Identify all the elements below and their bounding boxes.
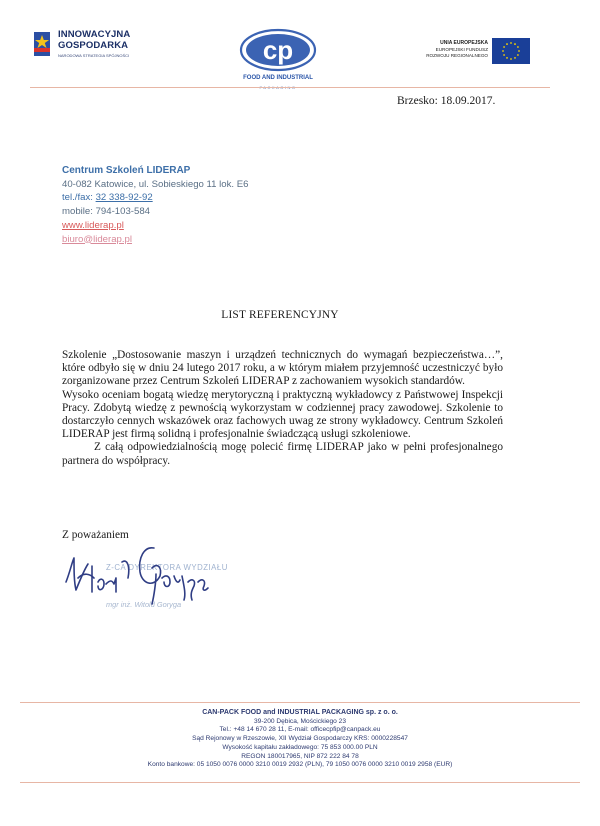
stamp-title: Z-CA DYREKTORA WYDZIAŁU xyxy=(106,563,228,572)
innowacyjna-gospodarka-logo xyxy=(30,28,190,64)
eu-star-icon xyxy=(506,57,508,59)
website-link[interactable]: www.liderap.pl xyxy=(62,219,124,231)
footer-address: 39-200 Dębica, Mościckiego 23 xyxy=(254,717,346,725)
letter-body xyxy=(62,349,503,468)
eu-star-icon xyxy=(517,46,519,48)
letter-date: Brzesko: 18.09.2017. xyxy=(397,95,496,107)
svg-text:cp: cp xyxy=(262,35,294,65)
cp-subtitle: FOOD AND INDUSTRIAL xyxy=(243,75,313,81)
eu-star-icon xyxy=(503,46,505,48)
stamp-name: mgr inż. Witold Goryga xyxy=(106,600,182,609)
company-footer xyxy=(40,709,560,770)
eu-star-icon xyxy=(503,54,505,56)
eu-star-icon xyxy=(517,54,519,56)
recipient-org: Centrum Szkoleń LIDERAP xyxy=(62,165,191,176)
ig-title: INNOWACYJNA GOSPODARKA xyxy=(58,29,131,51)
eu-star-icon xyxy=(518,50,520,52)
letter-title: LIST REFERENCYJNY xyxy=(221,309,339,321)
footer-divider xyxy=(20,702,580,703)
recipient-mobile: mobile: 794-103-584 xyxy=(62,206,151,218)
body-paragraph-1: Szkolenie „Dostosowanie maszyn i urządzeń technicznych do wymagań bezpieczeństwa…”, które odbyło się w dniu 24 lutego 2017 roku, a w którym miałem przyjemność uczestniczyć było zorganizowane przez Centrum Szkoleń LIDERAP z zachowaniem wysokich standardów. xyxy=(62,349,503,388)
eu-star-icon xyxy=(502,50,504,52)
body-paragraph-2: Wysoko oceniam bogatą wiedzę merytoryczną i praktyczną wykładowcy z Państwowej Inspekcji Pracy. Zdobytą wiedzę z pewnością wykorzystam w codziennej pracy zawodowej. Szkolenie to dostarczyło cennych wskazówek oraz fachowych uwag ze strony wykładowcy. Centrum Szkoleń LIDERAP jest firmą solidną i profesjonalnie świadczącą usługi szkoleniowe. xyxy=(62,388,503,441)
footer-bottom-divider xyxy=(20,782,580,783)
email-link[interactable]: biuro@liderap.pl xyxy=(62,233,133,245)
footer-bank: Konto bankowe: 05 1050 0076 0000 3210 0019 2932 (PLN), 79 1050 0076 0000 3210 0019 2958 (EUR) xyxy=(147,761,453,769)
recipient-block xyxy=(62,164,248,246)
handwritten-signature xyxy=(58,538,218,608)
eu-star-icon xyxy=(510,58,512,60)
footer-capital: Wysokość kapitału zakładowego: 75 853 000.00 PLN xyxy=(222,743,378,751)
eu-star-icon xyxy=(514,43,516,45)
body-paragraph-3: Z całą odpowiedzialnością mogę polecić firmę LIDERAP jako w pełni profesjonalnego partnera do współpracy. xyxy=(62,441,503,467)
footer-regon: REGON 180017965, NIP 872 222 84 78 xyxy=(241,752,359,760)
eu-star-icon xyxy=(514,57,516,59)
eu-fund-logo xyxy=(418,38,530,68)
closing: Z poważaniem xyxy=(62,529,129,541)
tel-link[interactable]: 32 338-92-92 xyxy=(95,192,153,204)
eu-star-icon xyxy=(510,42,512,44)
ig-star-icon xyxy=(30,28,54,60)
eu-text: UNIA EUROPEJSKA EUROPEJSKI FUNDUSZ ROZWOJU REGIONALNEGO xyxy=(426,40,488,58)
ig-subtitle: NARODOWA STRATEGIA SPÓJNOŚCI xyxy=(58,53,130,58)
cp-mark-icon xyxy=(239,28,317,72)
footer-company: CAN-PACK FOOD and INDUSTRIAL PACKAGING sp. z o. o. xyxy=(202,709,398,716)
recipient-tel: tel./fax: 32 338-92-92 xyxy=(62,192,153,204)
header-divider xyxy=(30,87,550,88)
footer-contact: Tel.: +48 14 670 28 11, E-mail: officecpfip@canpack.eu xyxy=(219,726,381,734)
eu-flag-icon xyxy=(492,38,530,64)
eu-star-icon xyxy=(506,43,508,45)
recipient-address: 40-082 Katowice, ul. Sobieskiego 11 lok. E6 xyxy=(62,178,249,190)
footer-court: Sąd Rejonowy w Rzeszowie, XII Wydział Gospodarczy KRS: 0000228547 xyxy=(192,735,408,743)
